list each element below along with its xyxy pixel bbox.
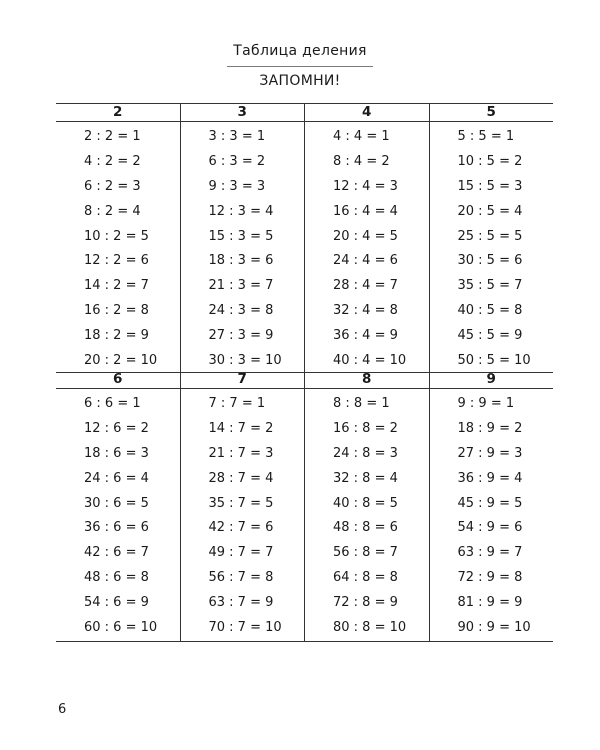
- equation-row: 24 : 4 = 6: [333, 253, 398, 269]
- column-header: 5: [430, 104, 554, 122]
- equation-row: 54 : 6 = 9: [84, 595, 149, 611]
- equation-row: 30 : 6 = 5: [84, 495, 149, 511]
- equation-row: 70 : 7 = 10: [208, 620, 282, 636]
- equation-row: 24 : 3 = 8: [208, 303, 274, 319]
- equation-row: 4 : 4 = 1: [333, 129, 390, 144]
- equation-row: 32 : 8 = 4: [333, 470, 398, 486]
- equation-row: 40 : 5 = 8: [457, 303, 523, 319]
- equation-row: 72 : 9 = 8: [457, 570, 523, 586]
- equation-row: 28 : 7 = 4: [208, 470, 274, 486]
- equation-row: 35 : 5 = 7: [457, 278, 523, 294]
- equation-row: 2 : 2 = 1: [84, 129, 141, 144]
- equation-row: 9 : 3 = 3: [208, 178, 266, 194]
- equation-row: 12 : 6 = 2: [84, 420, 149, 436]
- equation-row: 14 : 7 = 2: [208, 420, 274, 436]
- column-header: 2: [56, 104, 180, 122]
- column-header: 9: [430, 371, 554, 389]
- column-header: 7: [181, 371, 305, 389]
- equation-row: 18 : 9 = 2: [457, 420, 523, 436]
- equation-row: 14 : 2 = 7: [84, 278, 149, 294]
- equation-row: 35 : 7 = 5: [208, 495, 274, 511]
- equation-row: 20 : 4 = 5: [333, 228, 398, 244]
- equation-row: 28 : 4 = 7: [333, 278, 398, 294]
- equation-row: 45 : 9 = 5: [457, 495, 523, 511]
- table-column-divisor-9: [429, 371, 554, 641]
- equation-row: 64 : 8 = 8: [333, 570, 398, 586]
- equation-row: 36 : 4 = 9: [333, 328, 398, 344]
- equation-row: 56 : 7 = 8: [208, 570, 274, 586]
- equation-list: [305, 122, 429, 374]
- page-subtitle: ЗАПОМНИ!: [259, 73, 341, 89]
- table-column-divisor-7: [180, 371, 305, 641]
- equation-row: 48 : 8 = 6: [333, 520, 398, 536]
- equation-row: 5 : 5 = 1: [457, 129, 515, 144]
- equation-row: 8 : 8 = 1: [333, 396, 390, 411]
- equation-row: 12 : 2 = 6: [84, 253, 149, 269]
- equation-list: [181, 389, 305, 641]
- equation-row: 24 : 8 = 3: [333, 445, 398, 461]
- equation-row: 15 : 3 = 5: [208, 228, 274, 244]
- equation-row: 80 : 8 = 10: [333, 620, 407, 636]
- equation-row: 3 : 3 = 1: [208, 129, 266, 144]
- equation-row: 9 : 9 = 1: [457, 396, 515, 411]
- equation-row: 32 : 4 = 8: [333, 303, 398, 319]
- equation-row: 6 : 6 = 1: [84, 396, 141, 411]
- equation-row: 63 : 7 = 9: [208, 595, 274, 611]
- division-table-block-2: [56, 371, 553, 642]
- equation-list: [305, 389, 429, 641]
- equation-row: 16 : 8 = 2: [333, 420, 398, 436]
- equation-list: [430, 122, 554, 374]
- table-column-divisor-2: [56, 104, 180, 372]
- equation-row: 56 : 8 = 7: [333, 545, 398, 561]
- equation-row: 8 : 2 = 4: [84, 203, 141, 219]
- equation-row: 21 : 3 = 7: [208, 278, 274, 294]
- equation-row: 10 : 2 = 5: [84, 228, 149, 244]
- equation-row: 18 : 6 = 3: [84, 445, 149, 461]
- equation-row: 45 : 5 = 9: [457, 328, 523, 344]
- equation-row: 20 : 5 = 4: [457, 203, 523, 219]
- table-column-divisor-5: [429, 104, 554, 372]
- page-number: 6: [58, 702, 67, 717]
- equation-row: 15 : 5 = 3: [457, 178, 523, 194]
- equation-row: 18 : 3 = 6: [208, 253, 274, 269]
- equation-row: 63 : 9 = 7: [457, 545, 523, 561]
- equation-row: 6 : 3 = 2: [208, 153, 266, 169]
- table-column-divisor-4: [304, 104, 429, 372]
- equation-row: 50 : 5 = 10: [457, 353, 531, 369]
- equation-row: 7 : 7 = 1: [208, 396, 266, 411]
- equation-list: [181, 122, 305, 374]
- equation-list: [56, 122, 180, 374]
- equation-row: 8 : 4 = 2: [333, 153, 390, 169]
- equation-row: 40 : 4 = 10: [333, 353, 407, 369]
- equation-row: 16 : 4 = 4: [333, 203, 398, 219]
- equation-row: 30 : 3 = 10: [208, 353, 282, 369]
- equation-row: 27 : 3 = 9: [208, 328, 274, 344]
- equation-row: 49 : 7 = 7: [208, 545, 274, 561]
- equation-row: 6 : 2 = 3: [84, 178, 141, 194]
- equation-list: [56, 389, 180, 641]
- page-title-wrap: [0, 40, 600, 67]
- table-column-divisor-8: [304, 371, 429, 641]
- division-table-block-1: [56, 103, 553, 373]
- equation-row: 10 : 5 = 2: [457, 153, 523, 169]
- column-header: 6: [56, 371, 180, 389]
- equation-row: 54 : 9 = 6: [457, 520, 523, 536]
- equation-list: [430, 389, 554, 641]
- equation-row: 81 : 9 = 9: [457, 595, 523, 611]
- equation-row: 12 : 4 = 3: [333, 178, 398, 194]
- page-title: Таблица деления: [227, 43, 372, 67]
- equation-row: 40 : 8 = 5: [333, 495, 398, 511]
- table-column-divisor-3: [180, 104, 305, 372]
- equation-row: 18 : 2 = 9: [84, 328, 149, 344]
- equation-row: 30 : 5 = 6: [457, 253, 523, 269]
- equation-row: 25 : 5 = 5: [457, 228, 523, 244]
- equation-row: 60 : 6 = 10: [84, 620, 158, 636]
- equation-row: 72 : 8 = 9: [333, 595, 398, 611]
- equation-row: 36 : 9 = 4: [457, 470, 523, 486]
- equation-row: 48 : 6 = 8: [84, 570, 149, 586]
- equation-row: 90 : 9 = 10: [457, 620, 531, 636]
- column-header: 4: [305, 104, 429, 122]
- equation-row: 42 : 6 = 7: [84, 545, 149, 561]
- equation-row: 24 : 6 = 4: [84, 470, 149, 486]
- equation-row: 42 : 7 = 6: [208, 520, 274, 536]
- equation-row: 20 : 2 = 10: [84, 353, 158, 369]
- equation-row: 36 : 6 = 6: [84, 520, 149, 536]
- column-header: 8: [305, 371, 429, 389]
- equation-row: 12 : 3 = 4: [208, 203, 274, 219]
- equation-row: 27 : 9 = 3: [457, 445, 523, 461]
- table-column-divisor-6: [56, 371, 180, 641]
- equation-row: 21 : 7 = 3: [208, 445, 274, 461]
- equation-row: 16 : 2 = 8: [84, 303, 149, 319]
- equation-row: 4 : 2 = 2: [84, 153, 141, 169]
- column-header: 3: [181, 104, 305, 122]
